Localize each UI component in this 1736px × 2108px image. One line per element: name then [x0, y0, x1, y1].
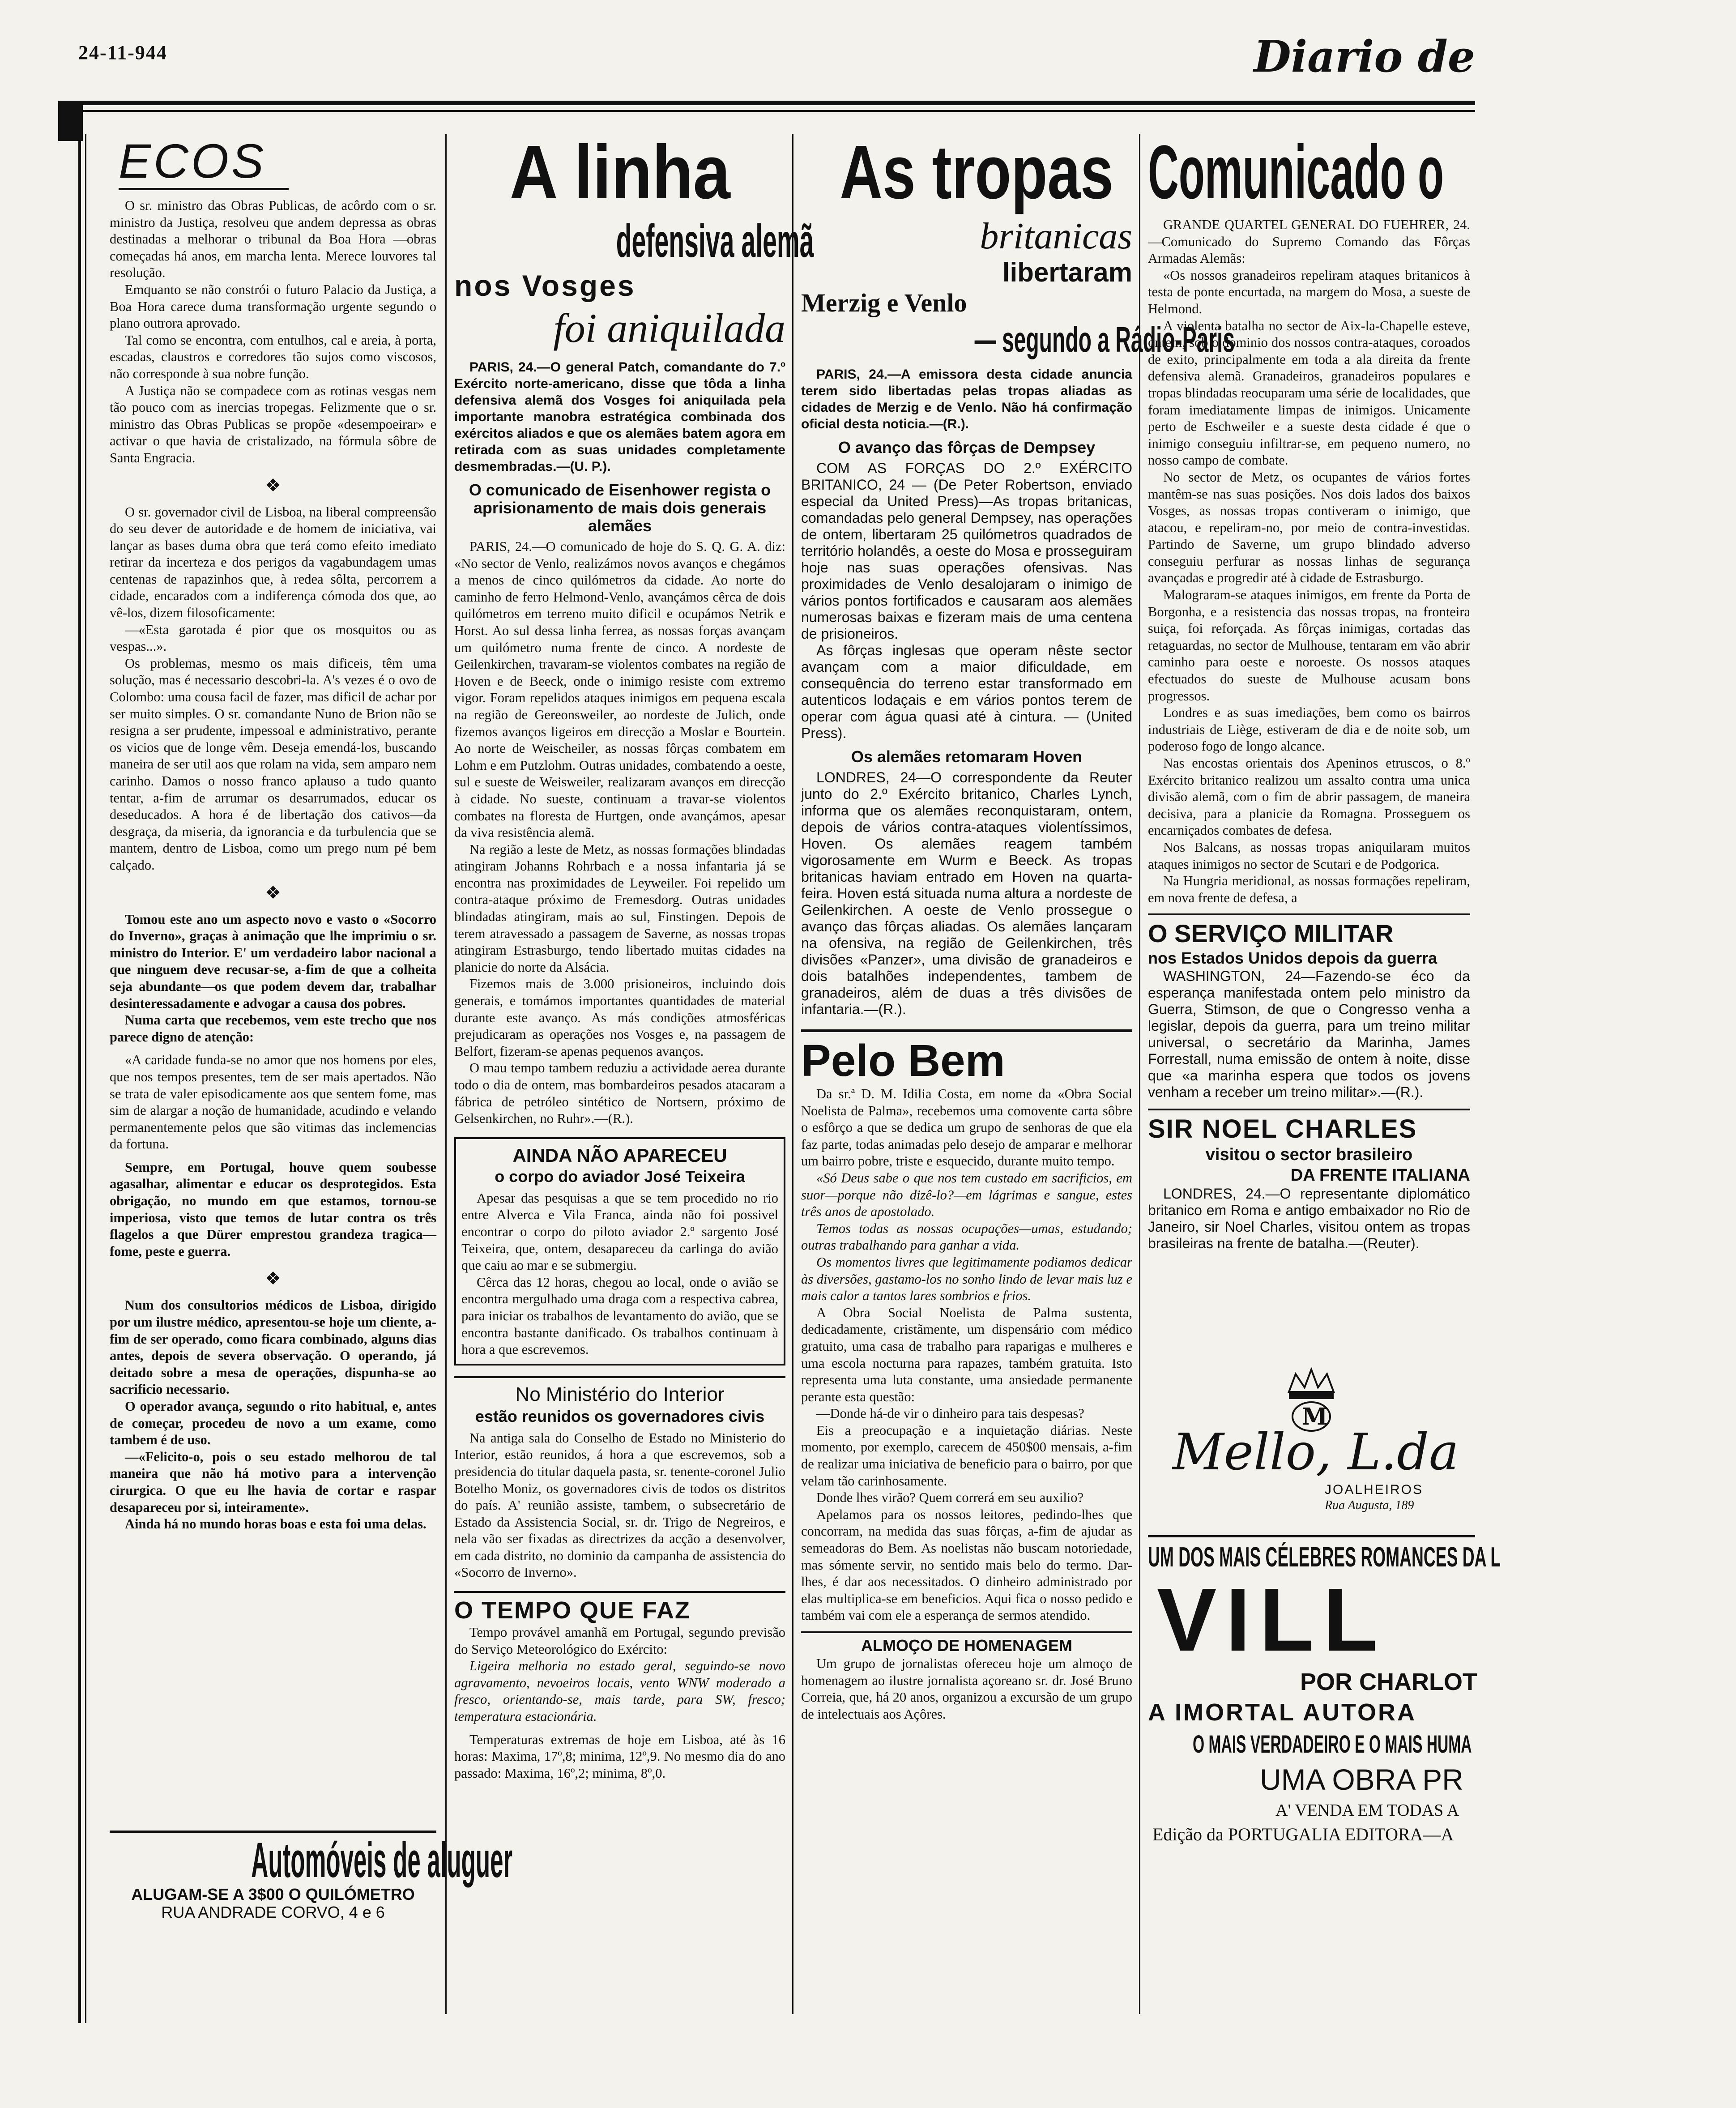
- comunicado-paragraph: Nos Balcans, as nossas tropas aniquilaram muitos ataques inimigos no sector de Scutari e de Podgorica.: [1148, 839, 1470, 872]
- vosges-headline-2: defensiva alemã: [616, 215, 814, 267]
- tempo-title: O TEMPO QUE FAZ: [454, 1597, 691, 1624]
- aviador-paragraph: Apesar das pesquisas a que se tem procedido no rio entre Alverca e Vila Franca, ainda não foi possivel encontrar o corpo do piloto aviador 2.º sargento José Teixeira, que, ontem, desapareceu da carlinga do avião que caiu ao mar e se submergiu.: [461, 1190, 778, 1273]
- tropas-column: [801, 130, 1235, 2001]
- tempo-paragraph: Tempo provável amanhã em Portugal, segundo previsão do Serviço Meteorológico do Exército:: [454, 1625, 785, 1657]
- newspaper-masthead: Diario de: [1254, 31, 1475, 82]
- column-separator-3: [1139, 134, 1140, 2014]
- comunicado-paragraph: Nas encostas orientais dos Apeninos etruscos, o 8.º Exército britanico realizou um assalto contra uma unica divisão alemã, com o fim de abrir passagem, de maneira decisiva, para a planicie da Romagna. Prosseguem os encarniçados combates de defesa.: [1148, 755, 1470, 838]
- mello-monogram: M: [1302, 1403, 1328, 1430]
- ecos-paragraph: Numa carta que recebemos, vem este trecho que nos parece digno de atenção:: [110, 1012, 436, 1045]
- ecos-paragraph: O sr. governador civil de Lisboa, na liberal compreensão do seu dever de autoridade e de homem de iniciativa, vai lançar as bases duma obra que terá como efeito imediato retirar da incerteza e dos perigos da vagabundagem umas centenas de rapazinhos que, à redea sôlta, percorrem a cidade, encarados com a indiferença cómoda dos que, ao vê-los, dizem filosoficamente:: [110, 504, 436, 621]
- tempo-article: [454, 1591, 785, 1782]
- tropas-subhead: O avanço das fôrças de Dempsey: [838, 438, 1096, 457]
- ecos-paragraph: Sempre, em Portugal, houve quem soubesse agasalhar, alimentar e educar os desprotegidos. Esta obrigação, no mundo em que estamos, tornou-se imperiosa, visto que temos de lutar contra os três flagelos a que Dürer emprestou grandeza tragica—fome, peste e guerra.: [110, 1159, 436, 1259]
- ecos-paragraph: Tal como se encontra, com entulhos, cal e areia, à porta, escadas, claustros e corredores tão sujos como viscosos, não corresponde à sua nobre função.: [110, 332, 436, 381]
- vosges-paragraph: Fizemos mais de 3.000 prisioneiros, incluindo dois generais, e tomámos importantes quantidades de material durante este avanço. As más condições atmosféricas prejudicaram as operações nos Vosges e, na passagem de Belfort, fizeram-se apenas pequenos avanços.: [454, 976, 785, 1059]
- book-ad: [1148, 1535, 1501, 1940]
- left-margin-line-2: [85, 134, 86, 2023]
- ecos-paragraph: Os problemas, mesmo os mais dificeis, têm uma solução, mas é necessario descobri-la. A's vezes é o ovo de Colombo: uma cousa facil de fazer, mas dificil de achar por ser muito simples. O sr. comandante Nuno de Brion não se resigna a ser prudente, impessoal e administrativo, perante os vicios que de longe vêm. Deseja emendá-los, buscando maneira de ser util aos que rolam na vida, sem amparo nem carinho. Damos o nosso franco aplauso a tudo quanto tentar, a-fim de arrumar os desarrumados, educar os deseducados. A hora é de libertação dos cativos—da desgraça, da miseria, da ignorancia e da turbulencia que se mantem, dentro de Lisboa, como um prego num pé bem calçado.: [110, 655, 436, 873]
- ecos-column: [110, 134, 436, 2018]
- book-ad-line-6: UMA OBRA PR: [1260, 1763, 1463, 1796]
- pelo-bem-paragraph: —Donde há-de vir o dinheiro para tais despesas?: [816, 1406, 1084, 1421]
- tropas-headline-4: Merzig e Venlo: [801, 288, 967, 317]
- book-ad-line-1: UM DOS MAIS CÉLEBRES ROMANCES DA L: [1148, 1542, 1501, 1573]
- pelo-bem-paragraph: A Obra Social Noelista de Palma sustenta, dedicadamente, cristãmente, um dispensário com médico gratuito, uma casa de trabalho para raparigas e mulheres e uma escola nocturna para rapazes, também gratuita. Isto representa uma luta constante, uma ansiedade permanente perante esta questão:: [801, 1305, 1132, 1404]
- book-ad-title: VILL: [1157, 1570, 1387, 1670]
- ministerio-title: No Ministério do Interior: [515, 1383, 725, 1405]
- noel-charles-paragraph: LONDRES, 24.—O representante diplomático britanico em Roma e antigo embaixador no Rio de Janeiro, sir Noel Charles, visitou ontem as tropas brasileiras na frente de batalha.—(Reuter).: [1148, 1186, 1470, 1252]
- automoveis-ad-title: Automóveis de aluguer: [251, 1833, 513, 1888]
- noel-charles-article: [1148, 1109, 1470, 1252]
- ecos-ornament: ❖: [265, 475, 281, 495]
- pelo-bem-paragraph: Da sr.ª D. M. Idilia Costa, em nome da «Obra Social Noelista de Palma», recebemos uma comovente carta sôbre o esfôrço a que se dedica um grupo de senhoras de que ela faz parte, todas animadas pelo desejo de amparar e melhorar um bairro pobre, triste e esquecido, durante muito tempo.: [801, 1086, 1132, 1169]
- ecos-paragraph: O operador avança, segundo o rito habitual, e, antes de começar, procedeu de novo a um exame, como tambem é de uso.: [110, 1399, 436, 1448]
- vosges-lead: PARIS, 24.—O general Patch, comandante do 7.º Exército norte-americano, disse que tôda a linha defensiva alemã dos Vosges foi aniquilada pela importante manobra estratégica combinada dos exércitos aliados e que os alemães batem agora em retirada com as suas unidades completamente desmembradas.—(U. P.).: [454, 360, 785, 474]
- servico-militar-subtitle: nos Estados Unidos depois da guerra: [1148, 949, 1437, 968]
- column-separator-1: [445, 134, 447, 2014]
- page-date: 24-11-944: [78, 42, 167, 64]
- almoco-title: ALMOÇO DE HOMENAGEM: [861, 1636, 1072, 1655]
- vosges-paragraph: Na região a leste de Metz, as nossas formações blindadas atingiram Johanns Rohrbach e a nossa infantaria já se encontra nas proximidades de Leyweiler. Foi repelido um contra-ataque próximo de Fremesdorg. Outras unidades blindadas atingiram, mais ao sul, Finstingen. Depois de terem atravessado a passagem de Saverne, as nossas tropas atingiram Estrasburgo, tendo libertado muitas cidades na planicie do norte da Alsácia.: [454, 841, 785, 975]
- tropas-paragraph: COM AS FORÇAS DO 2.º EXÉRCITO BRITANICO, 24 — (De Peter Robertson, enviado especial da United Press)—As tropas britanicas, comandadas pelo general Dempsey, nas operações de ontem, libertaram 25 quilómetros quadrados de território holandês, a oeste do Mosa e prosseguiram hoje nas suas operações ofensivas. Nas proximidades de Venlo desalojaram o inimigo de vários pontos fortificados e causaram aos alemães numerosas baixas e fizeram mais de uma centena de prisioneiros.: [801, 460, 1132, 642]
- vosges-paragraph: PARIS, 24.—O comunicado de hoje do S. Q. G. A. diz: «No sector de Venlo, realizámos novos avanços e chegámos a menos de cinco quilómetros da cidade. Ao norte do caminho de ferro Helmond-Venlo, avançámos cêrca de dois quilómetros em terreno muito dificil e ocupámos Netrik e Horst. Ao sul dessa linha ferrea, as nossas forças avançam um quilómetro numa frente de cinco. A nordeste de Geilenkirchen, travaram-se violentos combates na região de Hoven e de Beeck, onde o inimigo resiste com extremo vigor. Foram repelidos ataques inimigos em pequena escala na região de Gereonsweiler, ao nordeste de Julich, onde fizemos avanços ligeiros em direcção a Moslar e Bourtein. Ao norte de Weischeiler, as nossas fôrças combatem em Lohm e em Putzlohm. Outras unidades, combatendo a oeste, sul e sueste de Weisweiler, realizaram avanços em direcção à cidade. No sueste, continuam a travar-se violentos combates na floresta de Hurtgen, onde avançámos, apesar da viva resistência alemã.: [454, 539, 785, 841]
- vosges-headline-4: foi aniquilada: [553, 305, 785, 351]
- mello-ad: [1164, 1365, 1459, 1513]
- ecos-paragraph: «A caridade funda-se no amor que nos homens por eles, que nos tempos presentes, tem de ser mais apertados. Não se trata de valer episodicamente aos que sentem fome, mas sim de alargar a noção de humanidade, acudindo e velando permanentemente pelos que são vitimas das inclemencias da fortuna.: [110, 1052, 436, 1152]
- pelo-bem-paragraph: «Só Deus sabe o que nos tem custado em sacrificios, em suor—porque não dizê-lo?—em lágrimas e sangue, estes três anos de apostolado.: [801, 1170, 1132, 1220]
- tempo-temperatures: Temperaturas extremas de hoje em Lisboa, até às 16 horas: Maxima, 17º,8; minima, 12º,9. No mesmo dia do ano passado: Maxima, 16º,2; minima, 8º,0.: [454, 1732, 785, 1781]
- pelo-bem-paragraph: Temos todas as nossas ocupações—umas, estudando; outras trabalhando para ganhar a vida.: [801, 1220, 1132, 1253]
- vosges-subhead: O comunicado de Eisenhower regista o aprisionamento de mais dois generais alemães: [469, 481, 771, 535]
- noel-charles-subtitle-2: DA FRENTE ITALIANA: [1290, 1166, 1470, 1185]
- tropas-headline-3: libertaram: [1002, 257, 1132, 287]
- tropas-headline-5: — segundo a Rádio-Paris: [974, 320, 1235, 359]
- book-ad-author: POR CHARLOT: [1300, 1668, 1477, 1695]
- comunicado-paragraph: Na Hungria meridional, as nossas formações repeliram, em nova frente de defesa, a: [1148, 873, 1470, 905]
- pelo-bem-paragraph: Apelamos para os nossos leitores, pedindo-lhes que concorram, na medida das suas fôrças, a-fim de ajudar as semeadoras do Bem. As noelistas não buscam notoriedade, mas sómente servir, no sentido mais belo do termo. Dar-lhes, é dar aos necessitados. O dinheiro administrado por elas multiplica-se em beneficios. Aqui fica o nosso pedido e também vai com ele a esperança de sermos atendido.: [801, 1506, 1132, 1623]
- comunicado-paragraph: GRANDE QUARTEL GENERAL DO FUEHRER, 24.—Comunicado do Supremo Comando das Fôrças Armadas Alemãs:: [1148, 217, 1470, 266]
- ecos-ornament: ❖: [265, 1268, 281, 1289]
- automoveis-ad-address: RUA ANDRADE CORVO, 4 e 6: [161, 1903, 385, 1921]
- pelo-bem-paragraph: Eis a preocupação e a inquietação diárias. Neste momento, por exemplo, carecem de 450$00 mensais, a-fim de realizar uma iniciativa de beneficio para o bairro, por que velam tão carinhosamente.: [801, 1422, 1132, 1489]
- servico-militar-title: O SERVIÇO MILITAR: [1148, 919, 1394, 948]
- tropas-headline-1: As tropas: [840, 130, 1113, 215]
- aviador-box: [454, 1137, 785, 1366]
- almoco-article: [801, 1631, 1132, 1723]
- ecos-title: ECOS: [119, 134, 289, 190]
- automoveis-ad: [110, 1831, 513, 1921]
- ministerio-subtitle: estão reunidos os governadores civis: [475, 1407, 765, 1425]
- tropas-paragraph: As fôrças inglesas que operam nêste sector avançam com a maior dificuldade, em consequência do terreno estar transformado em autenticos lodaçais e em vários pontos terem de operar com água quasi até à cintura. — (United Press).: [801, 642, 1132, 741]
- servico-militar-article: [1148, 913, 1470, 1101]
- comunicado-paragraph: Londres e as suas imediações, bem como os bairros industriais de Liège, estiveram de dia e de noite sob, um poderoso fogo de longo alcance.: [1148, 705, 1470, 754]
- comunicado-paragraph: «Os nossos granadeiros repeliram ataques britanicos à testa de ponte encurtada, na margem do Mosa, a sueste de Helmond.: [1148, 267, 1470, 316]
- aviador-title: AINDA NÃO APARECEU: [512, 1144, 727, 1166]
- mello-address: Rua Augusta, 189: [1325, 1498, 1414, 1512]
- servico-militar-paragraph: WASHINGTON, 24—Fazendo-se éco da esperança manifestada ontem pelo ministro da Guerra, Stimson, de que o Congresso venha a legislar, depois da guerra, para um treino militar universal, o secretário da Marinha, James Forrestall, numa emissão de ontem à noite, disse que «a marinha espera que todos os jovens venham a receber um treino militar».—(R.).: [1148, 968, 1470, 1101]
- book-ad-line-4: A IMORTAL AUTORA: [1148, 1699, 1416, 1726]
- ecos-paragraph: Num dos consultorios médicos de Lisboa, dirigido por um ilustre médico, apresentou-se hoje um cliente, a-fim de ser operado, como ficara combinado, alguns dias antes, depois de severa observação. O operando, já deitado sobre a mesa de operações, dispunha-se ao sacrificio necessario.: [110, 1297, 436, 1397]
- ministerio-article: [454, 1376, 785, 1581]
- tempo-forecast: Ligeira melhoria no estado geral, seguindo-se novo agravamento, nevoeiros locais, vento WNW moderado a fresco, orientando-se, mais tarde, para SW, fresco; temperatura estacionária.: [454, 1658, 785, 1724]
- column-separator-2: [792, 134, 793, 2014]
- ecos-ornament: ❖: [265, 882, 281, 903]
- vosges-headline-1: A linha: [509, 130, 730, 215]
- comunicado-headline: Comunicado o: [1148, 130, 1444, 215]
- top-rule-2: [58, 110, 1475, 112]
- noel-charles-title: SIR NOEL CHARLES: [1148, 1114, 1417, 1144]
- ministerio-paragraph: Na antiga sala do Conselho de Estado no Ministerio do Interior, estão reunidos, á hora a que escrevemos, sob a presidencia do titular daquela pasta, sr. tenente-coronel Julio Botelho Moniz, os governadores civis de todos os distritos do país. A' reunião assiste, tambem, o subsecretário de Estado da Assistencia Social, sr. dr. Trigo de Negreiros, e nela vão ser fixadas as directrizes da acção a desenvolver, em cada distrito, no dominio da campanha de assistencia do «Socorro de Inverno».: [454, 1430, 785, 1580]
- ecos-paragraph: Emquanto se não constrói o futuro Palacio da Justiça, a Boa Hora carece duma transformação urgente segundo o plano outrora aprovado.: [110, 282, 436, 331]
- comunicado-paragraph: No sector de Metz, os ocupantes de vários fortes mantêm-se nas suas posições. Nos dois lados dos baixos Vosges, as nossas tropas contiveram o inimigo, que atacou, e repeliram-no, por meio de contra-investidas. Partindo de Saverne, um grupo blindado adverso conseguiu perfurar as nossas linhas de segurança avançadas e progredir até à cidade de Estrasburgo.: [1148, 469, 1470, 586]
- tropas-headline-2: britanicas: [980, 215, 1132, 257]
- ecos-paragraph: Tomou este ano um aspecto novo e vasto o «Socorro do Inverno», graças à animação que lhe imprimiu o sr. ministro do Interior. E' um verdadeiro labor nacional a que ninguem deve recusar-se, a-fim de que a colheita seja abundante—os que podem devem dar, trabalhar desinteressadamente e advogar a causa dos pobres.: [110, 911, 436, 1011]
- ecos-paragraph: O sr. ministro das Obras Publicas, de acôrdo com o sr. ministro da Justiça, resolveu que andem depressa as obras destinadas a melhorar o tribunal da Boa Hora —obras começadas há anos, em marcha lenta. Merece louvores tal resolução.: [110, 198, 436, 281]
- pelo-bem-article: [801, 1029, 1132, 1624]
- ecos-paragraph: —«Felicito-o, pois o seu estado melhorou de tal maneira que não há motivo para a intervenção cirurgica. O que eu lhe havia de cortar e raspar desapareceu por si, inteiramente».: [110, 1449, 436, 1515]
- tropas-lead: PARIS, 24.—A emissora desta cidade anuncia terem sido libertadas pelas tropas aliadas as cidades de Merzig e de Venlo. Não há confirmação oficial desta noticia.—(R.).: [801, 367, 1132, 431]
- aviador-paragraph: Cêrca das 12 horas, chegou ao local, onde o avião se encontra mergulhado uma draga com a respectiva cabrea, para iniciar os trabalhos de levantamento do avião, que se encontra bastante danificado. Os trabalhos continuam à hora a que escrevemos.: [461, 1274, 778, 1357]
- vosges-column: [454, 130, 814, 2001]
- tropas-paragraph: LONDRES, 24—O correspondente da Reuter junto do 2.º Exército britanico, Charles Lynch, informa que os alemães reconquistaram, ontem, depois de vários contra-ataques violentíssimos, Hoven. Os alemães reagem também vigorosamente em Wurm e Beeck. As tropas britanicas haviam entrado em Hoven na quarta-feira. Hoven está situada numa altura a nordeste de Geilenkirchen. A oeste de Venlo prossegue o avanço das fôrças aliadas. Os alemães lançaram na ofensiva, na região de Geilenkirchen, três divisões «Panzer», uma divisão de granadeiros e dois batalhões independentes, tambem de granadeiros, além de duas a três divisões de infantaria.—(R.).: [801, 769, 1132, 1017]
- comunicado-paragraph: Malograram-se ataques inimigos, em frente da Porta de Borgonha, e a resistencia das nossas tropas, na fronteira suiça, foi reforçada. As fôrças inimigas, cortadas das retaguardas, no sector de Mulhouse, tentaram em vão abrir caminho para oeste e noroeste. Os nossos ataques efectuados do sueste de Mulhouse acusam bons progressos.: [1148, 587, 1470, 704]
- automoveis-ad-price: ALUGAM-SE A 3$00 O QUILÓMETRO: [131, 1885, 415, 1903]
- pelo-bem-title: Pelo Bem: [801, 1036, 1005, 1086]
- left-margin-line: [78, 134, 81, 2023]
- pelo-bem-paragraph: Os momentos livres que legitimamente podiamos dedicar às diversões, gastamo-los no sonho lindo de levar mais luz e mais calor a tantos lares sombrios e frios.: [801, 1254, 1132, 1304]
- noel-charles-subtitle-1: visitou o sector brasileiro: [1205, 1145, 1413, 1165]
- book-ad-line-8: Edição da PORTUGALIA EDITORA—A: [1152, 1824, 1454, 1844]
- top-rule-1: [58, 101, 1475, 105]
- ecos-paragraph: Ainda há no mundo horas boas e esta foi uma delas.: [125, 1516, 427, 1532]
- mello-joalheiros: JOALHEIROS: [1325, 1482, 1424, 1497]
- aviador-subtitle: o corpo do aviador José Teixeira: [495, 1167, 745, 1186]
- comunicado-paragraph: A violenta batalha no sector de Aix-la-Chapelle esteve, ontem, sob o dominio dos nossos contra-ataques, coroados de exito, principalmente em toda a ala direita da frente defensiva alemã. Granadeiros, granadeiros populares e tropas blindadas reocuparam uma série de localidades, que foram imediatamente limpas de inimigos. Unicamente perto de Eschweiler e a sueste desta cidade é que o inimigo conseguiu infiltrar-se, em pequeno numero, no nosso campo de combate.: [1148, 318, 1470, 468]
- ecos-paragraph: A Justiça não se compadece com as rotinas vesgas nem tão pouco com as inercias tropegas. Felizmente que o sr. ministro das Obras Publicas se propõe «desempoeirar» e activar o que havia de cristalizado, na fórmula sôbre de Santa Engracia.: [110, 383, 436, 465]
- mello-name: Mello, L.da: [1173, 1423, 1459, 1481]
- book-ad-line-5: O MAIS VERDADEIRO E O MAIS HUMA: [1193, 1730, 1472, 1758]
- pelo-bem-paragraph: Donde lhes virão? Quem correrá em seu auxilio?: [816, 1490, 1084, 1506]
- book-ad-line-7: A' VENDA EM TODAS A: [1275, 1801, 1459, 1820]
- vosges-paragraph: O mau tempo tambem reduziu a actividade aerea durante todo o dia de ontem, mas bombardeiros pesados atacaram a fábrica de petróleo sintético de Nortsern, próximo de Gelsenkirchen, no Ruhr».—(R.).: [454, 1060, 785, 1127]
- ecos-paragraph: —«Esta garotada é pior que os mosquitos ou as vespas...».: [110, 622, 436, 654]
- tropas-subhead: Os alemães retomaram Hoven: [851, 747, 1083, 766]
- vosges-headline-3: nos Vosges: [454, 269, 636, 302]
- almoco-paragraph: Um grupo de jornalistas ofereceu hoje um almoço de homenagem ao ilustre jornalista açoreano sr. dr. José Bruno Correia, que, há 20 anos, organizou a excursão de um grupo de intelectuais aos Açôres.: [801, 1656, 1132, 1722]
